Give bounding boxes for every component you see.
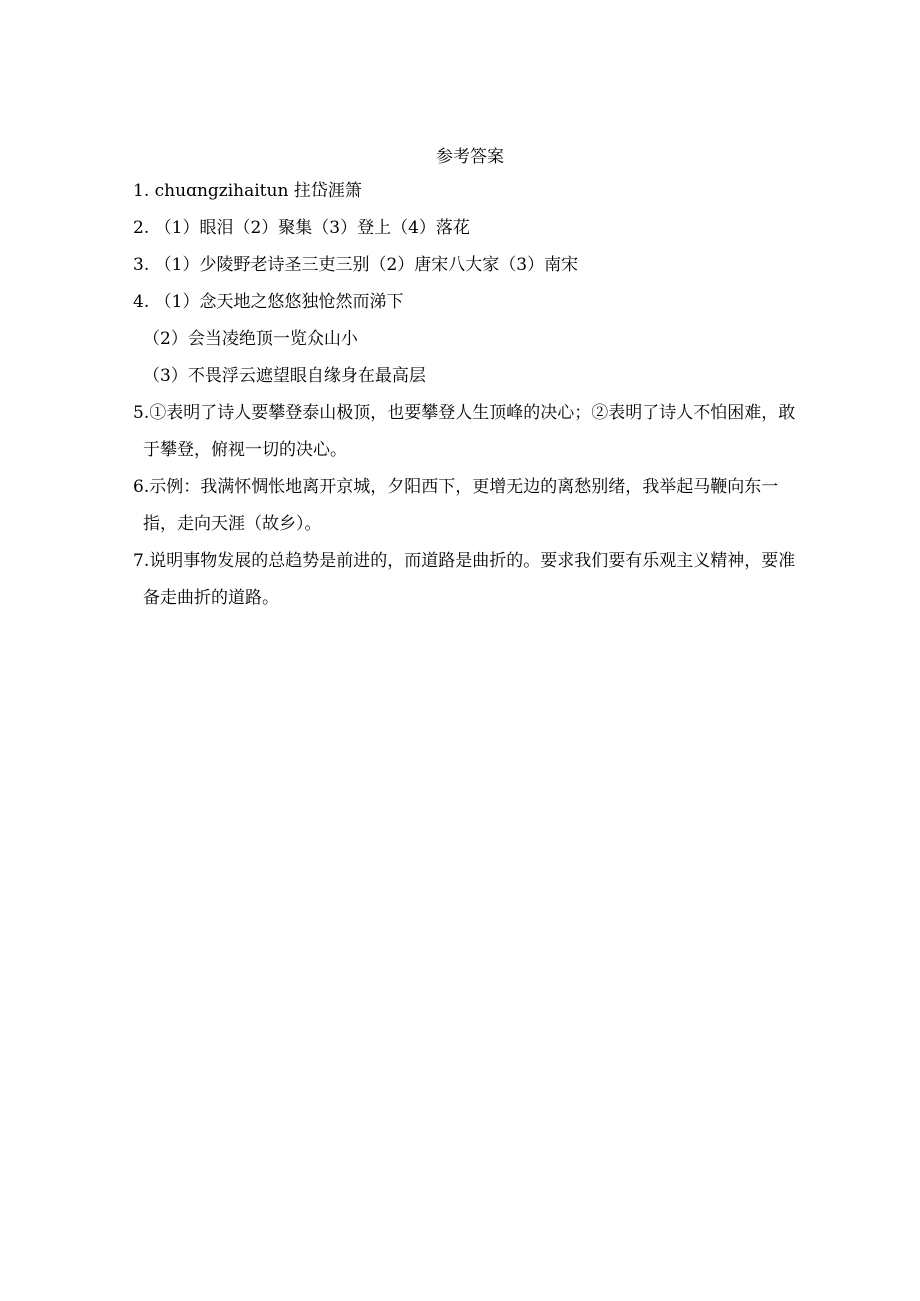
answer-text: 备走曲折的道路。 — [143, 588, 279, 608]
answer-text: 指，走向天涯（故乡）。 — [143, 514, 322, 534]
answer-text: （2）会当凌绝顶一览众山小 — [143, 329, 358, 349]
answer-1-line-1 — [133, 180, 833, 217]
answer-2-line-1 — [133, 217, 833, 254]
answer-text: 于攀登，俯视一切的决心。 — [143, 440, 347, 460]
answer-number: 6. — [133, 477, 150, 497]
answer-text: （1）少陵野老诗圣三吏三别（2）唐宋八大家（3）南宋 — [154, 255, 579, 275]
answer-7-line-2 — [133, 587, 833, 624]
page-title: 参考答案 — [436, 147, 504, 167]
answer-number: 5. — [133, 403, 150, 423]
answer-text: （1）眼泪（2）聚集（3）登上（4）落花 — [154, 218, 470, 238]
answer-6-line-2 — [133, 513, 833, 550]
answer-4-line-2 — [133, 328, 833, 365]
answer-list — [133, 180, 833, 624]
answer-text: chuɑngzihaitun 拄岱涯箫 — [154, 181, 362, 201]
answer-3-line-1 — [133, 254, 833, 291]
answer-text: （1）念天地之悠悠独怆然而涕下 — [154, 292, 404, 312]
answer-number: 2. — [133, 218, 150, 238]
answer-text: （3）不畏浮云遮望眼自缘身在最高层 — [143, 366, 426, 386]
answer-5-line-1 — [133, 402, 833, 439]
answer-text: 示例：我满怀惆怅地离开京城，夕阳西下，更增无边的离愁别绪，我举起马鞭向东一 — [149, 477, 779, 497]
answer-5-line-2 — [133, 439, 833, 476]
answer-number: 7. — [133, 551, 150, 571]
answer-6-line-1 — [133, 476, 833, 513]
answer-4-line-3 — [133, 365, 833, 402]
answer-number: 4. — [133, 292, 150, 312]
answer-number: 3. — [133, 255, 150, 275]
answer-text: ①表明了诗人要攀登泰山极顶，也要攀登人生顶峰的决心；②表明了诗人不怕困难，敢 — [149, 403, 796, 423]
answer-text: 说明事物发展的总趋势是前进的，而道路是曲折的。要求我们要有乐观主义精神，要准 — [149, 551, 796, 571]
answer-number: 1. — [133, 181, 150, 201]
answer-7-line-1 — [133, 550, 833, 587]
answer-4-line-1 — [133, 291, 833, 328]
